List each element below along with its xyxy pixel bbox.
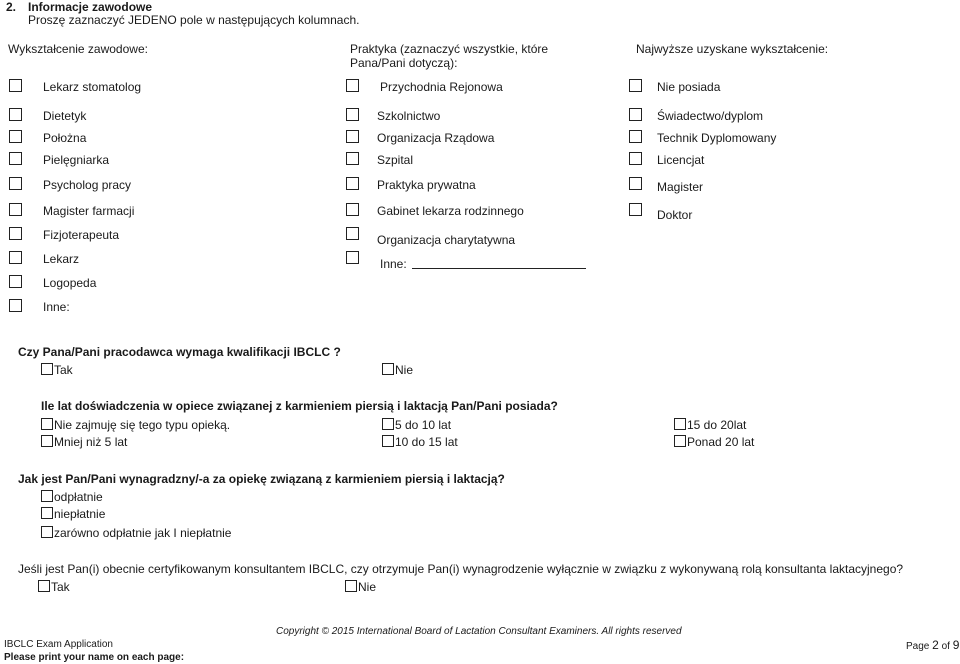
education-checkbox-midwife[interactable] [9, 130, 22, 143]
certified-label-yes: Tak [51, 580, 70, 594]
practice-label-family-doctor: Gabinet lekarza rodzinnego [377, 204, 524, 218]
practice-header-line2: Pana/Pani dotyczą): [350, 56, 458, 70]
paid-question: Jak jest Pan/Pani wynagradzny/-a za opiekę związaną z karmieniem piersią i laktacją? [18, 472, 505, 486]
degree-checkbox-none[interactable] [629, 79, 642, 92]
education-label-speech-therapist: Logopeda [43, 276, 97, 290]
years-question: Ile lat doświadczenia w opiece związanej z karmieniem piersią i laktacją Pan/Pani posiada? [41, 399, 558, 413]
years-checkbox-15-20[interactable] [674, 418, 686, 430]
years-checkbox-less-5[interactable] [41, 435, 53, 447]
education-checkbox-nurse[interactable] [9, 152, 22, 165]
degree-label-certificate: Świadectwo/dyplom [657, 109, 764, 123]
education-label-dentist: Lekarz stomatolog [43, 80, 142, 94]
certified-label-no: Nie [358, 580, 377, 594]
education-label-midwife: Położna [43, 131, 87, 145]
degree-checkbox-doctorate[interactable] [629, 203, 642, 216]
footer-page-total: 9 [952, 638, 960, 652]
employer-checkbox-yes[interactable] [41, 363, 53, 375]
section-instruction: Proszę zaznaczyć JEDENO pole w następujących kolumnach. [28, 13, 360, 27]
years-label-10-15: 10 do 15 lat [395, 435, 458, 449]
years-checkbox-5-10[interactable] [382, 418, 394, 430]
degree-checkbox-bachelor[interactable] [629, 152, 642, 165]
years-label-less-5: Mniej niż 5 lat [54, 435, 128, 449]
footer-print-name: Please print your name on each page: [4, 652, 185, 663]
practice-label-education: Szkolnictwo [377, 109, 441, 123]
education-label-dietitian: Dietetyk [43, 109, 87, 123]
practice-label-charity: Organizacja charytatywna [377, 233, 516, 247]
footer-copyright: Copyright © 2015 International Board of Lactation Consultant Examiners. All rights reserved [276, 626, 682, 637]
education-checkbox-dentist[interactable] [9, 79, 22, 92]
paid-label-unpaid: niepłatnie [54, 507, 106, 521]
footer-page-current: 2 [932, 638, 939, 652]
employer-question: Czy Pana/Pani pracodawca wymaga kwalifikacji IBCLC ? [18, 345, 341, 359]
section-number: 2. [6, 0, 17, 14]
years-label-15-20: 15 do 20lat [687, 418, 747, 432]
education-checkbox-dietitian[interactable] [9, 108, 22, 121]
years-checkbox-10-15[interactable] [382, 435, 394, 447]
paid-label-both: zarówno odpłatnie jak I niepłatnie [54, 526, 232, 540]
certified-checkbox-yes[interactable] [38, 580, 50, 592]
degree-label-doctorate: Doktor [657, 208, 693, 222]
education-checkbox-pharmacist[interactable] [9, 203, 22, 216]
practice-header-line1: Praktyka (zaznaczyć wszystkie, które [350, 42, 549, 56]
degree-label-bachelor: Licencjat [657, 153, 705, 167]
practice-checkbox-education[interactable] [346, 108, 359, 121]
practice-label-government: Organizacja Rządowa [377, 131, 495, 145]
education-label-nurse: Pielęgniarka [43, 153, 110, 167]
practice-checkbox-private[interactable] [346, 177, 359, 190]
practice-checkbox-government[interactable] [346, 130, 359, 143]
education-label-other: Inne: [43, 300, 70, 314]
certified-question: Jeśli jest Pan(i) obecnie certyfikowanym konsultantem IBCLC, czy otrzymuje Pan(i) wynagrodzenie wyłącznie w związku z wykonywaną rolą konsultanta laktacyjnego? [18, 562, 904, 576]
paid-checkbox-unpaid[interactable] [41, 507, 53, 519]
degree-label-master: Magister [657, 180, 704, 194]
education-label-work-psychologist: Psycholog pracy [43, 178, 132, 192]
years-checkbox-none[interactable] [41, 418, 53, 430]
practice-label-hospital: Szpital [377, 153, 414, 167]
degree-checkbox-certificate[interactable] [629, 108, 642, 121]
education-checkbox-physician[interactable] [9, 251, 22, 264]
footer-page-word: Page [906, 641, 930, 652]
paid-checkbox-paid[interactable] [41, 490, 53, 502]
practice-checkbox-charity[interactable] [346, 227, 359, 240]
employer-label-no: Nie [395, 363, 414, 377]
education-checkbox-work-psychologist[interactable] [9, 177, 22, 190]
education-checkbox-other[interactable] [9, 299, 22, 312]
paid-label-paid: odpłatnie [54, 490, 103, 504]
practice-other-fill-line[interactable] [412, 268, 586, 269]
paid-checkbox-both[interactable] [41, 526, 53, 538]
years-label-over-20: Ponad 20 lat [687, 435, 755, 449]
section-title: Informacje zawodowe [28, 0, 153, 14]
practice-label-other: Inne: [380, 257, 407, 271]
degree-checkbox-technician[interactable] [629, 130, 642, 143]
education-label-physiotherapist: Fizjoterapeuta [43, 228, 120, 242]
footer-app-name: IBCLC Exam Application [4, 639, 113, 650]
education-checkbox-speech-therapist[interactable] [9, 275, 22, 288]
employer-checkbox-no[interactable] [382, 363, 394, 375]
practice-label-private: Praktyka prywatna [377, 178, 476, 192]
practice-checkbox-clinic[interactable] [346, 79, 359, 92]
years-checkbox-over-20[interactable] [674, 435, 686, 447]
education-header: Wykształcenie zawodowe: [8, 42, 148, 56]
employer-label-yes: Tak [54, 363, 73, 377]
practice-label-clinic: Przychodnia Rejonowa [380, 80, 503, 94]
footer-page-of: of [941, 641, 950, 652]
education-label-physician: Lekarz [43, 252, 80, 266]
certified-checkbox-no[interactable] [345, 580, 357, 592]
practice-checkbox-other[interactable] [346, 251, 359, 264]
education-label-pharmacist: Magister farmacji [43, 204, 135, 218]
degree-checkbox-master[interactable] [629, 177, 642, 190]
degree-label-technician: Technik Dyplomowany [657, 131, 777, 145]
education-checkbox-physiotherapist[interactable] [9, 227, 22, 240]
degree-header: Najwyższe uzyskane wykształcenie: [636, 42, 829, 56]
years-label-none: Nie zajmuję się tego typu opieką. [54, 418, 231, 432]
practice-checkbox-family-doctor[interactable] [346, 203, 359, 216]
degree-label-none: Nie posiada [657, 80, 721, 94]
practice-checkbox-hospital[interactable] [346, 152, 359, 165]
footer-page-indicator [906, 639, 959, 653]
years-label-5-10: 5 do 10 lat [395, 418, 452, 432]
